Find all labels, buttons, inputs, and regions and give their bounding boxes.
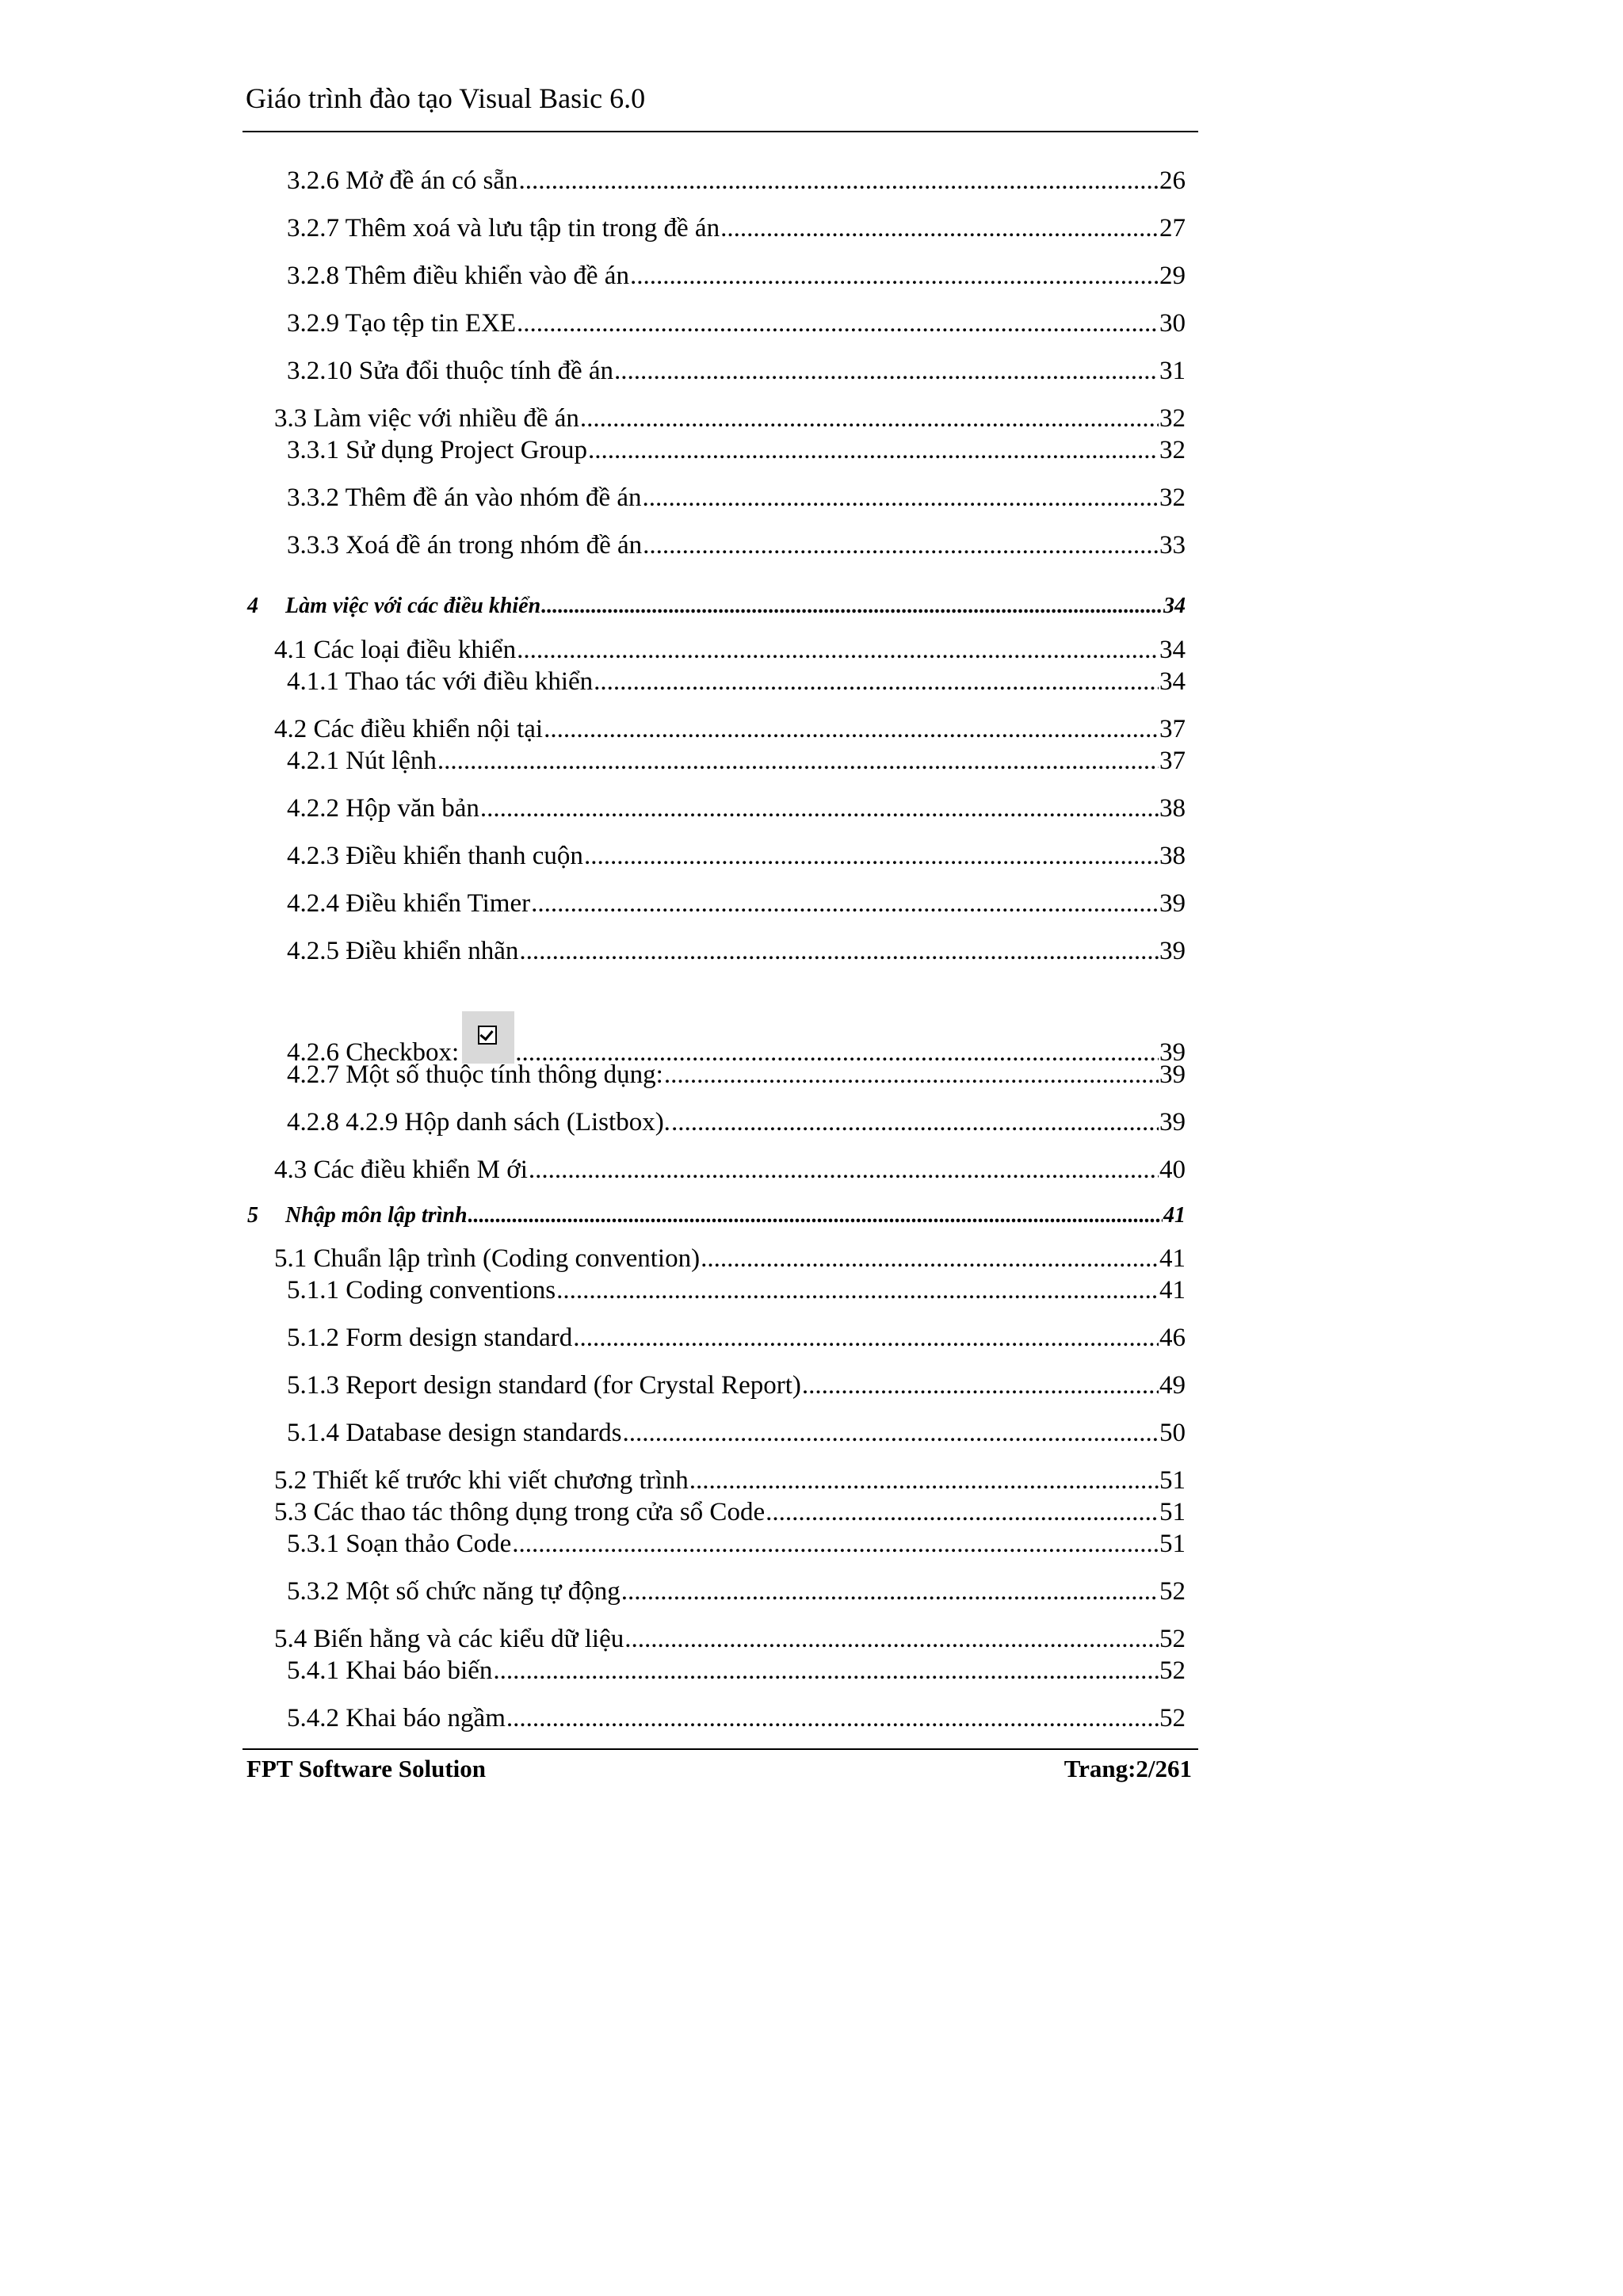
- toc-entry[interactable]: [287, 212, 1186, 244]
- toc-leader-dots: [480, 793, 1159, 824]
- toc-leader-dots: [622, 1417, 1159, 1449]
- toc-leader-dots: [556, 1274, 1159, 1306]
- toc-page-number: 32: [1159, 436, 1186, 464]
- toc-page-number: 52: [1159, 1656, 1186, 1685]
- toc-entry-label: [287, 212, 720, 244]
- toc-entry-text: Làm việc với các điều khiển: [285, 594, 541, 618]
- toc-leader-dots: [643, 482, 1159, 514]
- toc-leader-dots: [630, 260, 1159, 292]
- toc-leader-dots: [468, 1200, 1163, 1232]
- toc-entry-label: [287, 165, 517, 197]
- toc-page-number: 33: [1159, 531, 1186, 560]
- toc-entry-label: [247, 590, 540, 622]
- toc-entry-text: Nhập môn lập trình: [285, 1203, 468, 1228]
- toc-entry-label: [247, 1200, 468, 1232]
- toc-page-number: 40: [1159, 1156, 1186, 1184]
- toc-entry-label: [274, 1243, 700, 1274]
- toc-entry-label: [287, 529, 642, 561]
- toc-entry-text: 4.1 Các loại điều khiển: [274, 636, 517, 664]
- toc-leader-dots: [518, 165, 1159, 197]
- toc-entry[interactable]: [287, 793, 1186, 824]
- toc-entry-label: [287, 793, 479, 824]
- toc-entry-label: [287, 888, 530, 919]
- toc-leader-dots: [519, 935, 1159, 967]
- toc-page-number: 52: [1159, 1704, 1186, 1733]
- toc-entry-text: 3.2.9 Tạo tệp tin EXE: [287, 309, 517, 338]
- toc-entry-label: [287, 1576, 621, 1607]
- toc-entry-text: 4.2.7 Một số thuộc tính thông dụng:: [287, 1060, 663, 1089]
- toc-entry-label: [274, 403, 579, 434]
- toc-leader-dots: [671, 1106, 1159, 1138]
- toc-leader-dots: [766, 1496, 1159, 1528]
- toc-entry[interactable]: [287, 1576, 1186, 1607]
- toc-entry-label: [287, 355, 613, 387]
- toc-entry-text: 5.2 Thiết kế trước khi viết chương trình: [274, 1466, 689, 1495]
- toc-page-number: 26: [1159, 166, 1186, 195]
- toc-entry[interactable]: [274, 1465, 1186, 1496]
- toc-entry-text: 4.2.3 Điều khiển thanh cuộn: [287, 842, 583, 870]
- toc-entry[interactable]: [287, 1370, 1186, 1401]
- toc-leader-dots: [624, 1623, 1159, 1655]
- toc-entry-label: [274, 1465, 689, 1496]
- toc-entry-text: 3.3.1 Sử dụng Project Group: [287, 436, 588, 464]
- toc-leader-dots: [689, 1465, 1159, 1496]
- toc-entry-text: 3.3.2 Thêm đề án vào nhóm đề án: [287, 483, 642, 512]
- toc-entry[interactable]: [287, 1106, 1186, 1138]
- toc-page-number: 38: [1159, 842, 1186, 870]
- toc-leader-dots: [573, 1322, 1159, 1354]
- toc-entry[interactable]: [274, 1496, 1186, 1528]
- toc-entry-label: [287, 1274, 556, 1306]
- toc-entry[interactable]: [287, 888, 1186, 919]
- toc-chapter-number: 5: [247, 1203, 258, 1228]
- toc-leader-dots: [621, 1576, 1159, 1607]
- toc-entry-label: [287, 840, 583, 872]
- toc-entry-text: 4.2.4 Điều khiển Timer: [287, 889, 531, 918]
- footer-company: FPT Software Solution: [246, 1755, 486, 1782]
- toc-leader-dots: [720, 212, 1159, 244]
- toc-page-number: 30: [1159, 309, 1186, 338]
- toc-leader-dots: [664, 1059, 1159, 1091]
- toc-entry-label: [274, 713, 543, 745]
- toc-entry-text: 5.1 Chuẩn lập trình (Coding convention): [274, 1244, 701, 1273]
- toc-page-number: 31: [1159, 357, 1186, 385]
- toc-entry-label: [287, 935, 518, 967]
- toc-leader-dots: [614, 355, 1159, 387]
- toc-entry-text: 3.2.7 Thêm xoá và lưu tập tin trong đề án: [287, 214, 720, 243]
- toc-leader-dots: [802, 1370, 1159, 1401]
- toc-page-number: 34: [1163, 594, 1186, 618]
- toc-entry-label: [287, 1702, 506, 1734]
- toc-page-number: 51: [1159, 1498, 1186, 1526]
- toc-entry[interactable]: [287, 666, 1186, 697]
- toc-page-number: 41: [1159, 1244, 1186, 1273]
- toc-entry-label: [287, 308, 516, 339]
- toc-entry-label: [274, 1496, 765, 1528]
- toc-entry[interactable]: [287, 482, 1186, 514]
- toc-entry-text: 4.2.8 4.2.9 Hộp danh sách (Listbox).: [287, 1108, 670, 1137]
- toc-leader-dots: [580, 403, 1159, 434]
- toc-entry-label: [287, 482, 642, 514]
- toc-entry-text: 5.1.2 Form design standard: [287, 1324, 573, 1352]
- toc-entry[interactable]: [274, 1623, 1186, 1655]
- toc-entry-label: [274, 1154, 528, 1186]
- toc-page-number: 41: [1163, 1203, 1186, 1228]
- toc-leader-dots: [588, 434, 1159, 466]
- toc-entry[interactable]: [274, 634, 1186, 666]
- toc-entry-text: 3.3 Làm việc với nhiều đề án: [274, 404, 579, 433]
- toc-entry-text: 4.2 Các điều khiển nội tại: [274, 715, 544, 743]
- toc-entry-label: [287, 1370, 801, 1401]
- toc-entry-text: 3.3.3 Xoá đề án trong nhóm đề án: [287, 531, 643, 560]
- toc-page-number: 32: [1159, 483, 1186, 512]
- toc-page-number: 50: [1159, 1419, 1186, 1447]
- toc-page-number: 39: [1159, 1060, 1186, 1089]
- toc-page-number: 34: [1159, 667, 1186, 696]
- toc-entry-label: [287, 745, 437, 777]
- toc-entry[interactable]: [287, 260, 1186, 292]
- toc-leader-dots: [701, 1243, 1159, 1274]
- toc-leader-dots: [493, 1655, 1159, 1687]
- toc-page-number: 39: [1159, 1108, 1186, 1137]
- toc-page-number: 39: [1159, 1038, 1186, 1067]
- toc-entry[interactable]: [287, 308, 1186, 339]
- toc-page-number: 38: [1159, 794, 1186, 823]
- toc-leader-dots: [584, 840, 1159, 872]
- toc-page-number: 51: [1159, 1530, 1186, 1558]
- toc-entry[interactable]: [287, 1274, 1186, 1306]
- toc-entry-text: 4.1.1 Thao tác với điều khiển: [287, 667, 594, 696]
- toc-entry-text: 4.2.6 Checkbox:: [287, 1038, 460, 1067]
- toc-page-number: 32: [1159, 404, 1186, 433]
- toc-entry[interactable]: [287, 1322, 1186, 1354]
- toc-entry[interactable]: [287, 529, 1186, 561]
- toc-page-number: 52: [1159, 1625, 1186, 1653]
- footer-page-number: Trang:2/261: [1064, 1755, 1192, 1782]
- toc-entry[interactable]: [274, 403, 1186, 434]
- toc-entry[interactable]: [287, 165, 1186, 197]
- toc-page-number: 51: [1159, 1466, 1186, 1495]
- toc-entry-text: 5.3.2 Một số chức năng tự động: [287, 1577, 621, 1606]
- toc-entry-label: [287, 1322, 572, 1354]
- toc-entry[interactable]: [247, 1200, 1186, 1232]
- toc-leader-dots: [506, 1702, 1159, 1734]
- toc-page-number: 39: [1159, 937, 1186, 965]
- toc-leader-dots: [437, 745, 1159, 777]
- toc-entry-text: 5.1.4 Database design standards: [287, 1419, 622, 1447]
- toc-entry[interactable]: [287, 1528, 1186, 1560]
- toc-entry-label: [287, 1528, 511, 1560]
- toc-entry-text: 5.4.2 Khai báo ngầm: [287, 1704, 506, 1733]
- toc-leader-dots: [512, 1528, 1159, 1560]
- toc-chapter-number: 4: [247, 594, 258, 618]
- toc-entry-text: 3.2.10 Sửa đổi thuộc tính đề án: [287, 357, 614, 385]
- toc-entry-text: 3.2.6 Mở đề án có sẵn: [287, 166, 518, 195]
- toc-entry-label: [287, 434, 587, 466]
- toc-entry-text: 5.4.1 Khai báo biến: [287, 1656, 493, 1685]
- toc-page-number: 37: [1159, 747, 1186, 775]
- toc-leader-dots: [529, 1154, 1159, 1186]
- toc-entry[interactable]: [287, 1702, 1186, 1734]
- toc-entry-text: 4.2.1 Nút lệnh: [287, 747, 437, 775]
- toc-entry-label: [287, 1417, 621, 1449]
- toc-entry[interactable]: [274, 713, 1186, 745]
- toc-page-number: 39: [1159, 889, 1186, 918]
- toc-entry-text: 3.2.8 Thêm điều khiển vào đề án: [287, 262, 629, 290]
- toc-entry[interactable]: [287, 1059, 1186, 1091]
- toc-entry-text: 4.2.5 Điều khiển nhãn: [287, 937, 519, 965]
- toc-leader-dots: [517, 308, 1159, 339]
- toc-entry-text: 5.1.3 Report design standard (for Crystal Report): [287, 1371, 801, 1400]
- toc-page-number: 41: [1159, 1276, 1186, 1305]
- toc-page-number: 27: [1159, 214, 1186, 243]
- toc-entry-text: 5.3 Các thao tác thông dụng trong cửa sổ Code: [274, 1498, 766, 1526]
- toc-leader-dots: [544, 713, 1159, 745]
- toc-entry[interactable]: [287, 840, 1186, 872]
- toc-entry[interactable]: [274, 1154, 1186, 1186]
- toc-leader-dots: [594, 666, 1159, 697]
- toc-page-number: 37: [1159, 715, 1186, 743]
- toc-entry-label: [287, 1106, 670, 1138]
- toc-entry[interactable]: [287, 434, 1186, 466]
- toc-entry-label: [287, 1655, 492, 1687]
- toc-page-number: 46: [1159, 1324, 1186, 1352]
- toc-entry-label: [287, 666, 593, 697]
- toc-leader-dots: [517, 634, 1159, 666]
- toc-entry[interactable]: [287, 355, 1186, 387]
- toc-page-number: 52: [1159, 1577, 1186, 1606]
- toc-page-number: 34: [1159, 636, 1186, 664]
- toc-leader-dots: [643, 529, 1159, 561]
- toc-entry-text: 4.3 Các điều khiển M ới: [274, 1156, 528, 1184]
- toc-leader-dots: [541, 590, 1163, 622]
- toc-entry-text: 5.4 Biến hằng và các kiểu dữ liệu: [274, 1625, 624, 1653]
- toc-entry-text: 5.3.1 Soạn thảo Code: [287, 1530, 512, 1558]
- toc-entry[interactable]: [274, 1243, 1186, 1274]
- toc-entry-label: [287, 1059, 663, 1091]
- checkbox-checked-mark: [478, 1026, 497, 1045]
- toc-page-number: 49: [1159, 1371, 1186, 1400]
- toc-entry[interactable]: [287, 1417, 1186, 1449]
- toc-page-number: 29: [1159, 262, 1186, 290]
- toc-entry-text: 5.1.1 Coding conventions: [287, 1276, 556, 1305]
- toc-entry[interactable]: [247, 590, 1186, 622]
- checkbox-icon: [462, 1011, 514, 1064]
- footer-rule: [242, 1748, 1198, 1750]
- toc-entry[interactable]: [287, 745, 1186, 777]
- toc-entry-text: 4.2.2 Hộp văn bản: [287, 794, 479, 823]
- toc-entry-label: [287, 260, 629, 292]
- toc-entry[interactable]: [287, 1655, 1186, 1687]
- toc-leader-dots: [531, 888, 1159, 919]
- toc-entry[interactable]: [287, 935, 1186, 967]
- toc-entry-label: [274, 1623, 624, 1655]
- toc-entry-label: [274, 634, 516, 666]
- page-header-title: Giáo trình đào tạo Visual Basic 6.0: [246, 82, 646, 114]
